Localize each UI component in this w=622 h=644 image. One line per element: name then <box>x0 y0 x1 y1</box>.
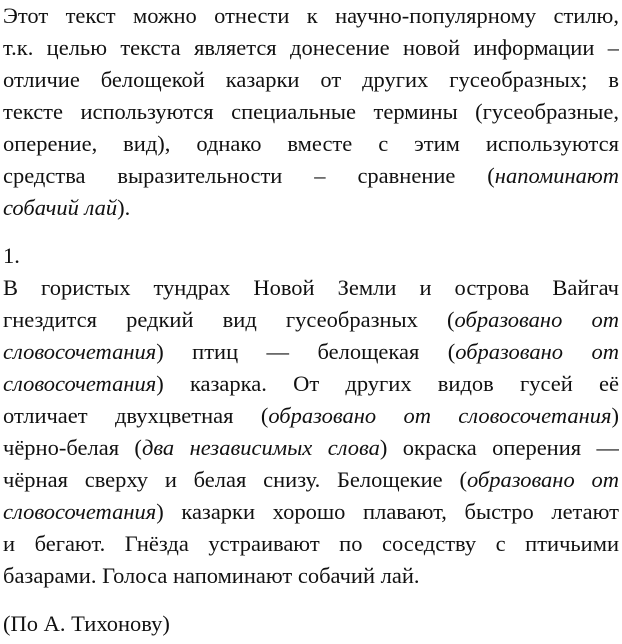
text-line <box>3 128 619 160</box>
text-segment: Этот текст можно отнести к научно-популярному стилю, <box>3 3 619 28</box>
text-line <box>3 560 619 592</box>
paragraph-analysis <box>3 0 619 224</box>
text-segment: отличает двухцветная ( <box>3 403 269 428</box>
text-segment: и бегают. Гнёзда устраивают по соседству с птичьими <box>3 531 619 556</box>
text-line <box>3 272 619 304</box>
text-line <box>3 0 619 32</box>
italic-note: напоминают <box>494 163 619 188</box>
text-line <box>3 368 619 400</box>
document-body <box>3 0 619 640</box>
text-segment: гнездится редкий вид гусеобразных ( <box>3 307 455 332</box>
text-line <box>3 96 619 128</box>
text-segment: ) казарка. От других видов гусей её <box>156 371 619 396</box>
text-line <box>3 64 619 96</box>
italic-note: образовано от словосочетания <box>268 403 612 428</box>
text-segment: ). <box>117 195 131 220</box>
text-line <box>3 160 619 192</box>
paragraph-text <box>3 272 619 592</box>
italic-note: словосочетания <box>3 371 157 396</box>
text-segment: оперение, вид), однако вместе с этим используются <box>3 131 619 156</box>
text-segment: чёрная сверху и белая снизу. Белощекие ( <box>3 467 467 492</box>
text-line <box>3 464 619 496</box>
italic-note: словосочетания <box>3 339 157 364</box>
text-segment: т.к. целью текста является донесение новой информации – <box>3 35 619 60</box>
text-segment: ) окраска оперения — <box>379 435 619 460</box>
text-segment: ) <box>611 403 619 428</box>
italic-note: два независимых слова <box>141 435 380 460</box>
italic-note: образовано от <box>466 467 619 492</box>
text-segment: отличие белощекой казарки от других гусеобразных; в <box>3 67 619 92</box>
text-line <box>3 336 619 368</box>
text-segment: базарами. Голоса напоминают собачий лай. <box>3 563 420 588</box>
italic-note: собачий лай <box>3 195 118 220</box>
text-segment: средства выразительности – сравнение ( <box>3 163 495 188</box>
text-segment: тексте используются специальные термины (гусеобразные, <box>3 99 619 124</box>
text-line <box>3 304 619 336</box>
text-line <box>3 432 619 464</box>
text-line <box>3 32 619 64</box>
italic-note: словосочетания <box>3 499 157 524</box>
text-segment: ) птиц — белощекая ( <box>156 339 456 364</box>
italic-note: образовано от <box>454 307 619 332</box>
text-segment: чёрно-белая ( <box>3 435 142 460</box>
text-line <box>3 192 619 224</box>
item-number: 1. <box>3 243 20 268</box>
text-line <box>3 496 619 528</box>
italic-note: образовано от <box>455 339 619 364</box>
text-line <box>3 528 619 560</box>
text-segment: ) казарки хорошо плавают, быстро летают <box>156 499 619 524</box>
text-line <box>3 400 619 432</box>
text-segment: В гористых тундрах Новой Земли и острова Вайгач <box>3 275 619 300</box>
source-attribution: (По А. Тихонову) <box>3 611 170 636</box>
